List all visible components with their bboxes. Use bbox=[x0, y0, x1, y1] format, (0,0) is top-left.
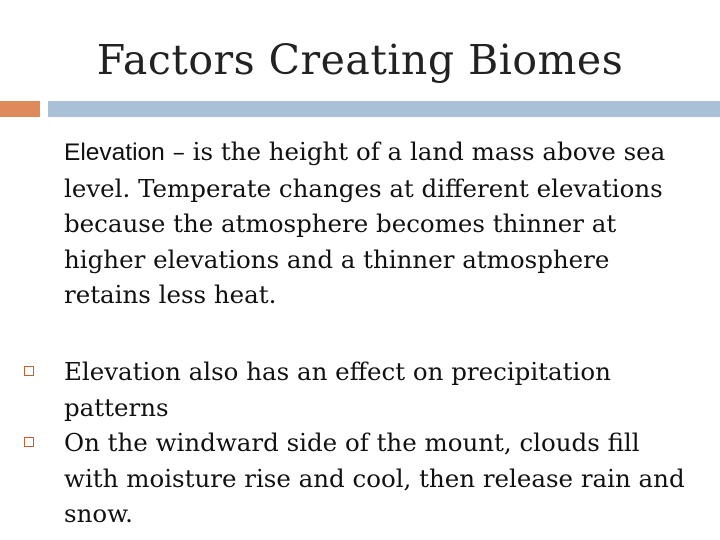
header-rule bbox=[48, 101, 720, 117]
accent-bar bbox=[0, 101, 40, 117]
elevation-paragraph bbox=[64, 134, 700, 313]
bullet-text: Elevation also has an effect on precipitation patterns bbox=[64, 357, 611, 422]
bullet-item bbox=[0, 425, 700, 532]
bullet-item bbox=[0, 354, 700, 425]
slide-title: Factors Creating Biomes bbox=[96, 36, 624, 84]
square-bullet-icon bbox=[24, 437, 34, 447]
elevation-term: Elevation bbox=[64, 139, 165, 166]
square-bullet-icon bbox=[24, 366, 34, 376]
bullet-list bbox=[0, 354, 720, 532]
bullet-text: On the windward side of the mount, clouds fill with moisture rise and cool, then release rain and snow. bbox=[64, 428, 685, 528]
elevation-definition: – is the height of a land mass above sea level. Temperate changes at different elevations because the atmosphere becomes thinner at higher elevations and a thinner atmosphere retains less heat. bbox=[64, 137, 666, 309]
